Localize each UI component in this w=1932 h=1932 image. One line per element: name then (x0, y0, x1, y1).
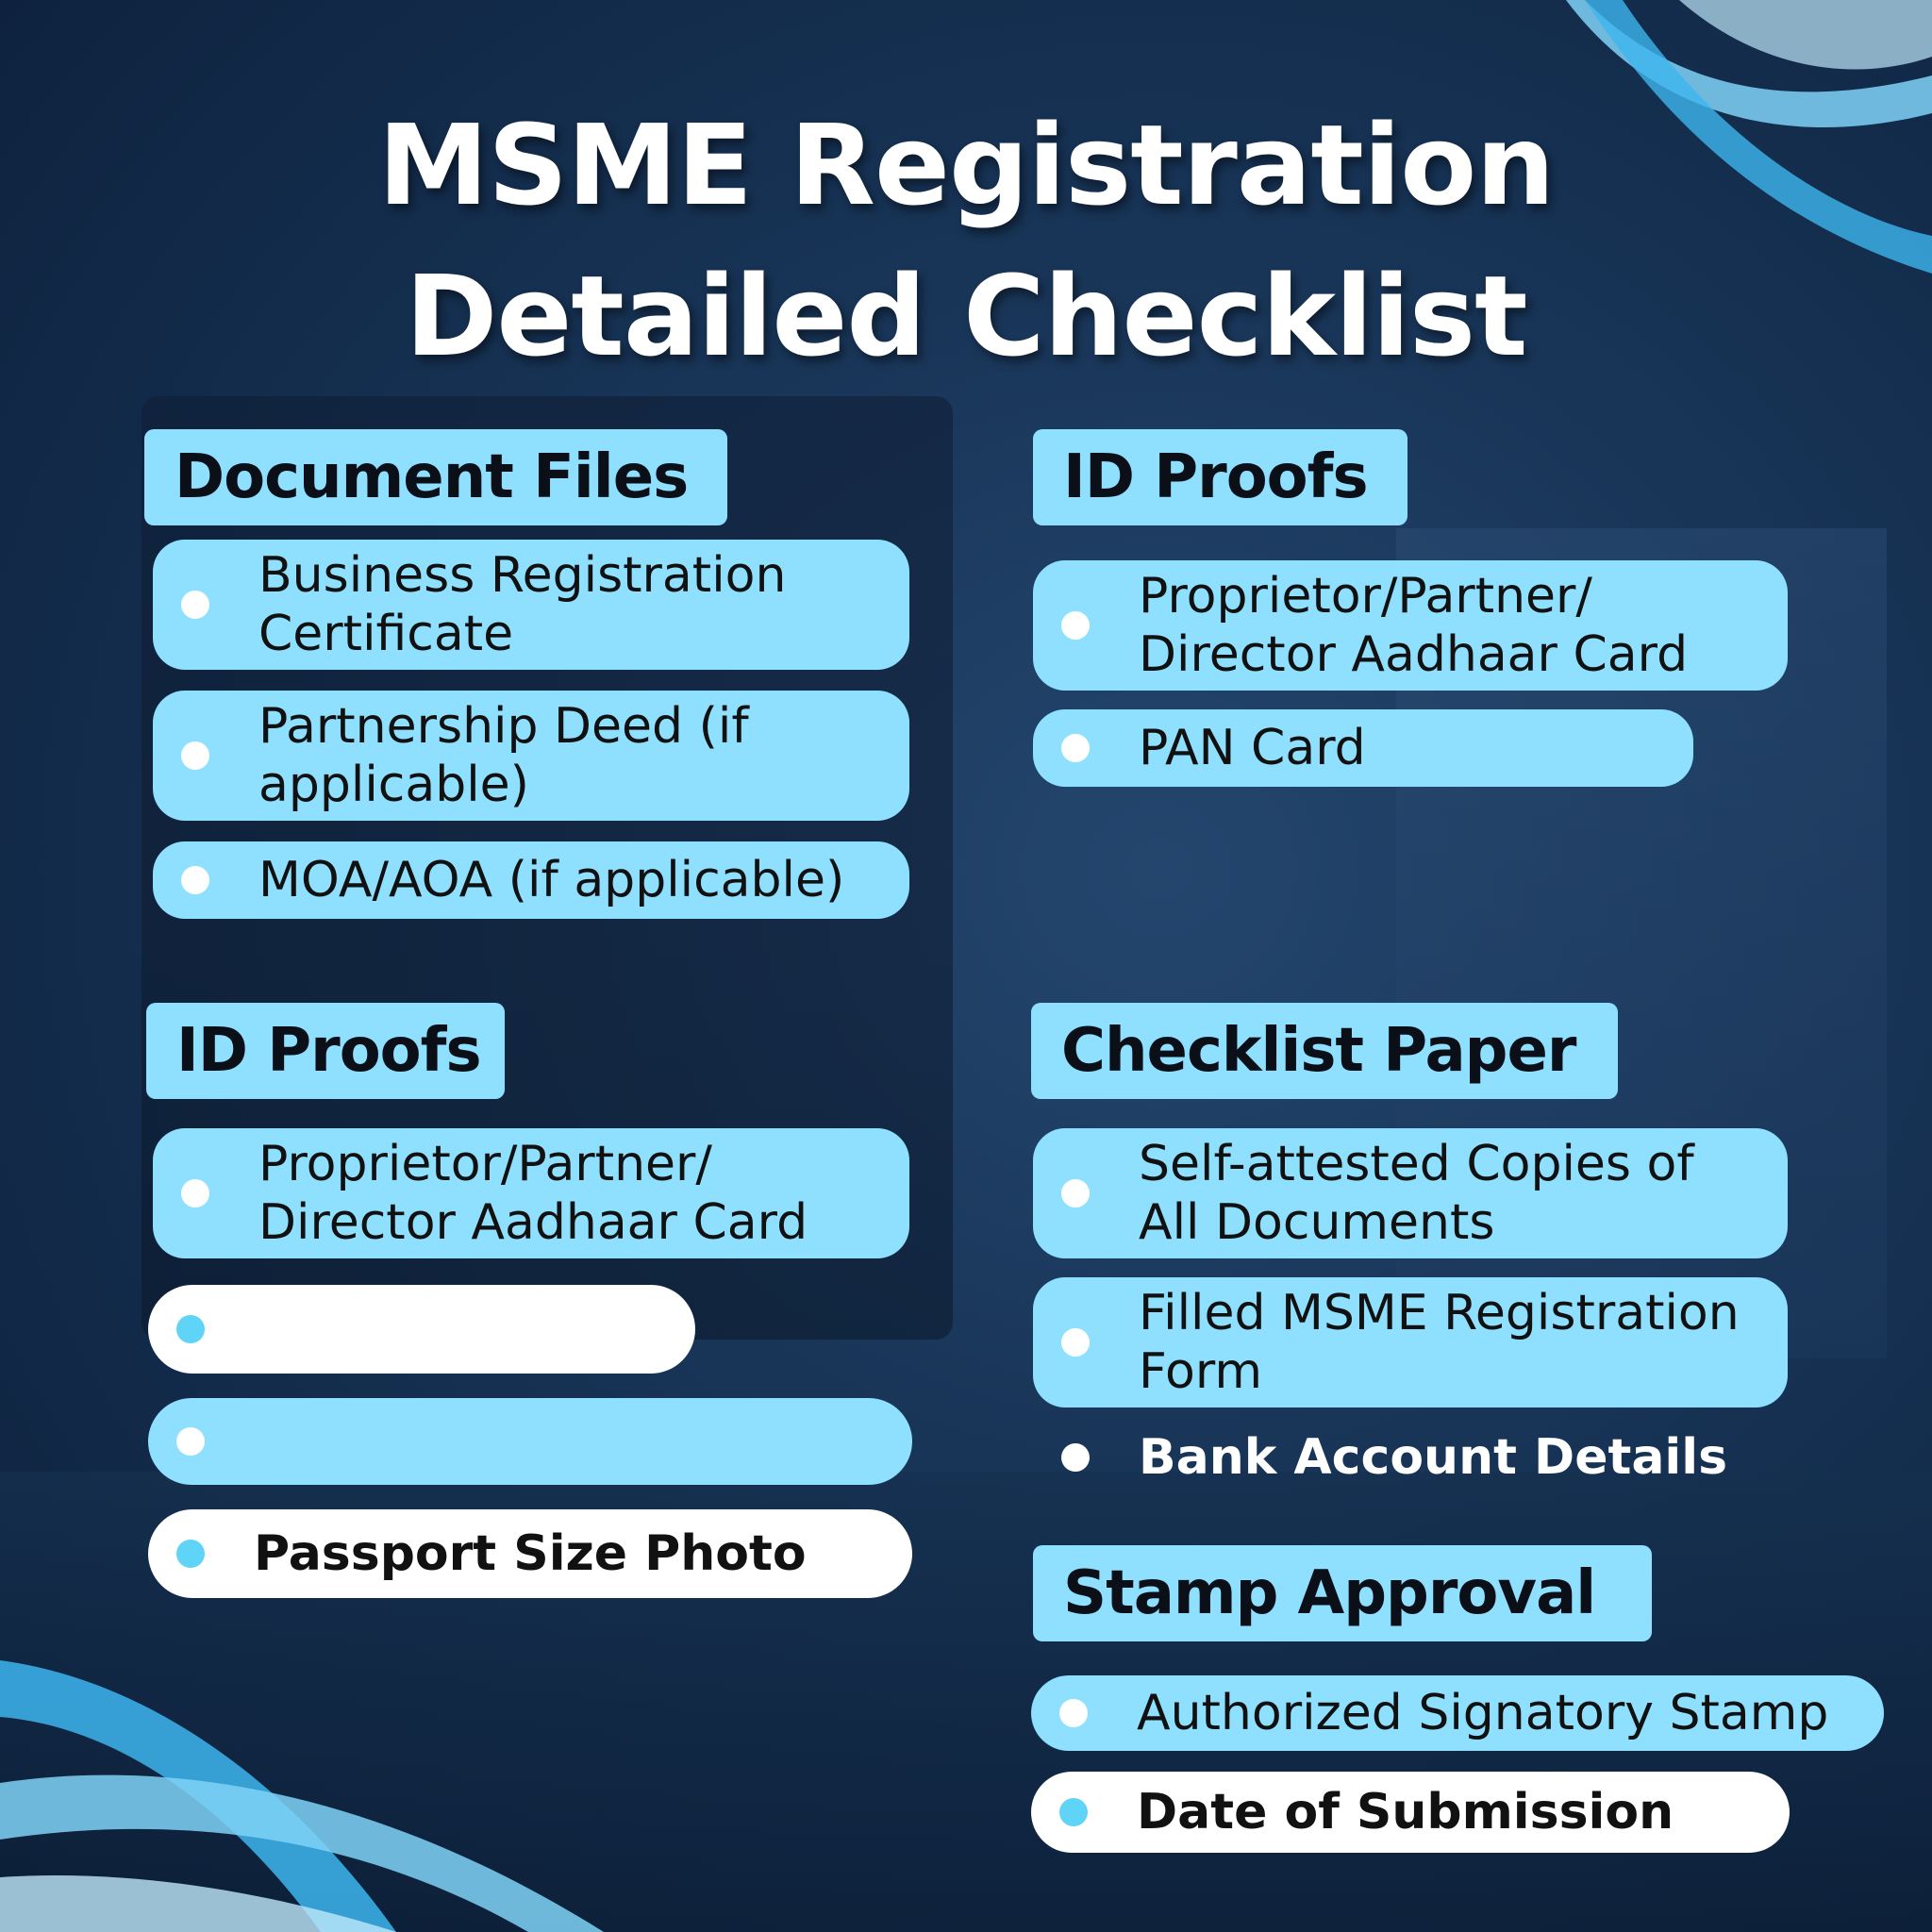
checklist-item-label: Passport Size Photo (254, 1525, 807, 1582)
checklist-item (153, 1128, 909, 1258)
bullet-icon (1061, 1328, 1090, 1357)
checklist-item-label: Partnership Deed (if applicable) (258, 698, 749, 813)
checklist-item (1031, 1675, 1884, 1751)
checklist-item (1033, 1277, 1788, 1407)
page-title-line-2: Detailed Checklist (405, 251, 1527, 381)
checklist-item-label: Filled MSME Registration Form (1139, 1285, 1740, 1400)
checklist-item (1033, 560, 1788, 691)
heading-id-proofs-bottom: ID Proofs (146, 1003, 505, 1099)
checklist-item (148, 1509, 912, 1598)
heading-document-files: Document Files (144, 429, 727, 525)
checklist-item (1033, 709, 1693, 787)
heading-stamp-approval: Stamp Approval (1033, 1545, 1652, 1641)
page-title-line-1: MSME Registration (377, 100, 1555, 230)
checklist-item-blank (148, 1398, 912, 1485)
checklist-item-label: Proprietor/Partner/ Director Aadhaar Card (258, 1136, 808, 1251)
checklist-item (1031, 1772, 1790, 1853)
bullet-icon (1061, 611, 1090, 640)
checklist-item (1033, 1424, 1788, 1491)
checklist-item-label: Proprietor/Partner/ Director Aadhaar Card (1139, 568, 1689, 683)
checklist-item-label: PAN Card (1139, 720, 1366, 776)
bullet-icon (181, 591, 209, 619)
bullet-icon (181, 741, 209, 770)
bullet-icon (1059, 1699, 1088, 1727)
checklist-item-label: Business Registration Certificate (258, 547, 787, 662)
checklist-item-label: Bank Account Details (1139, 1429, 1728, 1486)
bullet-icon (1061, 1443, 1090, 1472)
bullet-icon (1059, 1798, 1088, 1826)
heading-id-proofs-top: ID Proofs (1033, 429, 1407, 525)
bullet-icon (1061, 734, 1090, 762)
bullet-icon (1061, 1179, 1090, 1208)
bullet-icon (181, 866, 209, 894)
checklist-item-label: MOA/AOA (if applicable) (258, 852, 845, 908)
page-title (0, 90, 1932, 391)
checklist-item (1033, 1128, 1788, 1258)
checklist-item (153, 841, 909, 919)
checklist-item-blank (148, 1285, 695, 1374)
bullet-icon (176, 1540, 205, 1568)
checklist-item (153, 691, 909, 821)
checklist-item-label: Date of Submission (1137, 1784, 1674, 1840)
heading-checklist-paper: Checklist Paper (1031, 1003, 1618, 1099)
checklist-item (153, 540, 909, 670)
bullet-icon (176, 1315, 205, 1343)
checklist-item-label: Self-attested Copies of All Documents (1139, 1136, 1694, 1251)
bullet-icon (176, 1427, 205, 1456)
checklist-item-label: Authorized Signatory Stamp (1137, 1685, 1829, 1741)
bullet-icon (181, 1179, 209, 1208)
